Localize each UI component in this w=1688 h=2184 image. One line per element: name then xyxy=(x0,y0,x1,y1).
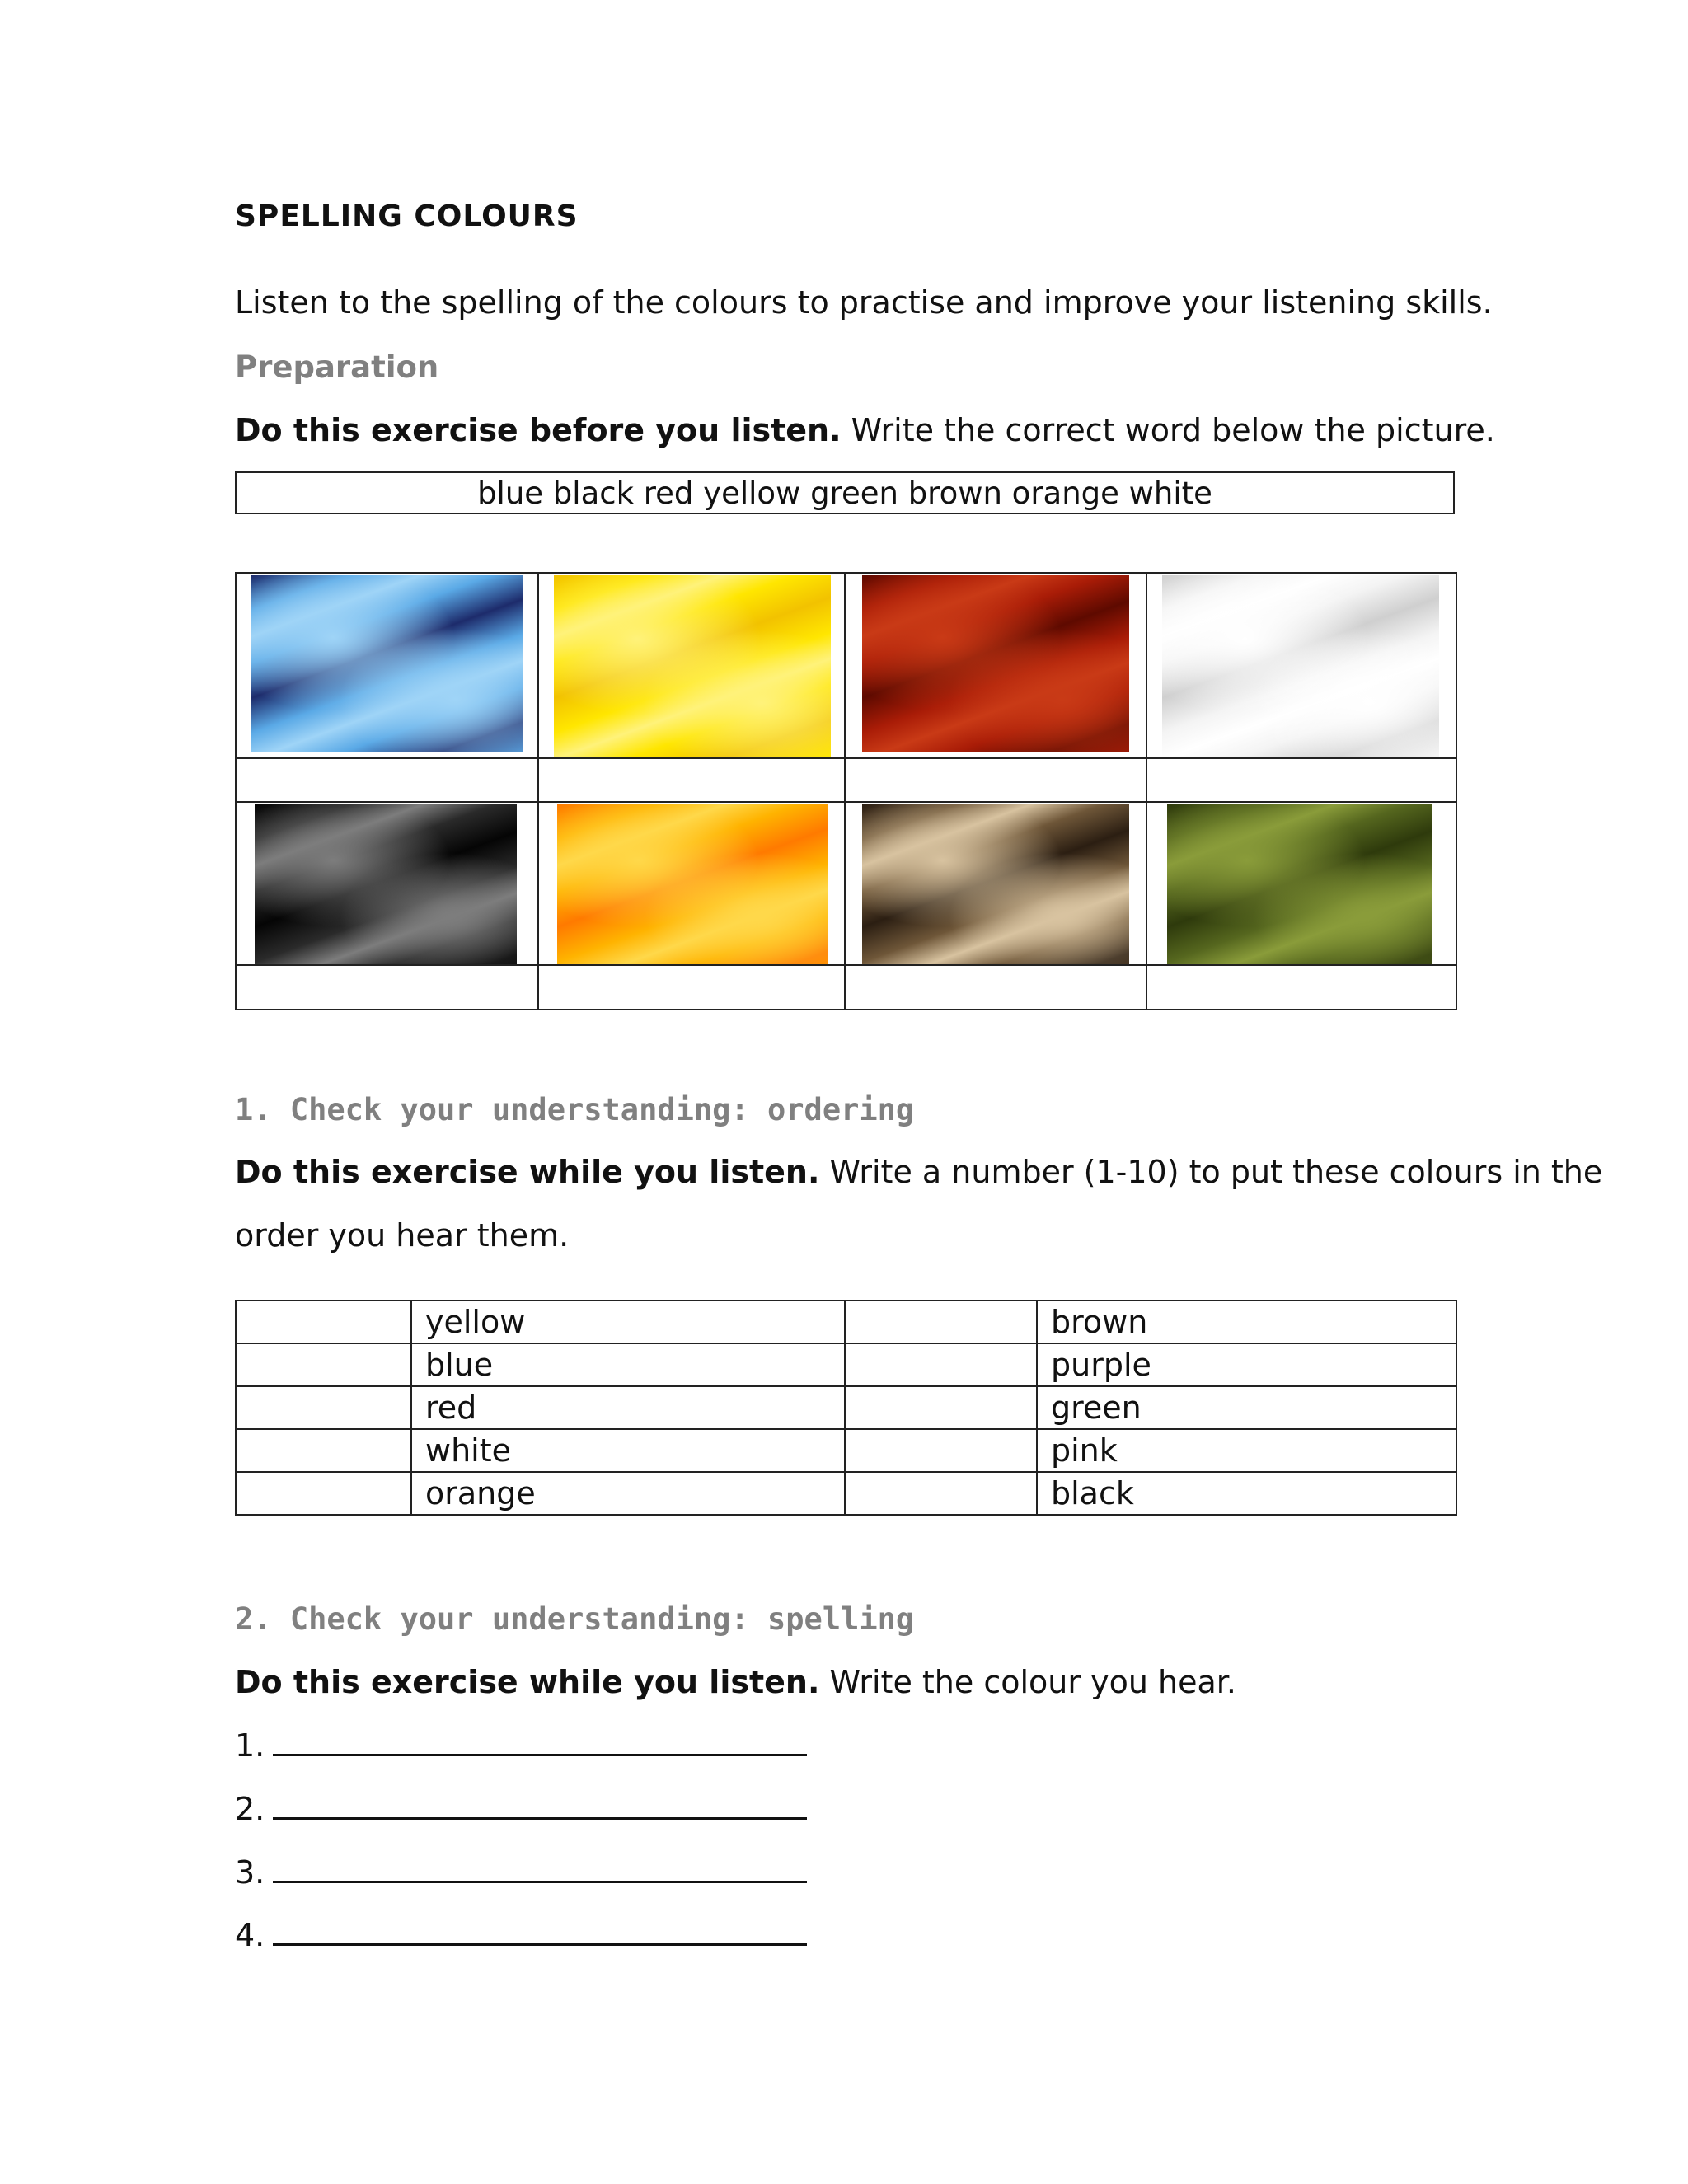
preparation-heading: Preparation xyxy=(235,349,439,385)
picture-cell xyxy=(845,573,1146,758)
answer-blank[interactable] xyxy=(273,1793,807,1820)
section2-instruction-bold: Do this exercise while you listen. xyxy=(235,1664,820,1700)
colour-cell: brown xyxy=(1037,1301,1456,1343)
colour-cell: orange xyxy=(411,1472,845,1515)
table-row xyxy=(236,1429,1456,1472)
colour-cell: yellow xyxy=(411,1301,845,1343)
word-bank: blue black red yellow green brown orange white xyxy=(235,471,1455,514)
answer-cell[interactable] xyxy=(1146,758,1456,802)
green-fabric-image xyxy=(1167,804,1432,964)
answer-cell[interactable] xyxy=(845,758,1146,802)
answer-number: 3. xyxy=(235,1854,265,1891)
answer-cell[interactable] xyxy=(236,965,538,1010)
section2-heading: 2. Check your understanding: spelling xyxy=(235,1601,915,1637)
answer-cell[interactable] xyxy=(538,758,845,802)
colour-cell: pink xyxy=(1037,1429,1456,1472)
answer-line[interactable] xyxy=(235,1727,807,1764)
section2-instruction xyxy=(235,1664,1236,1700)
intro-text: Listen to the spelling of the colours to practise and improve your listening skills. xyxy=(235,284,1493,321)
number-cell[interactable] xyxy=(845,1386,1037,1429)
yellow-fabric-image xyxy=(554,575,831,757)
section1-instruction xyxy=(235,1154,1602,1190)
preparation-instruction-rest: Write the correct word below the picture. xyxy=(851,412,1495,448)
red-fabric-image xyxy=(862,575,1129,752)
answer-blank[interactable] xyxy=(273,1729,807,1756)
number-cell[interactable] xyxy=(845,1301,1037,1343)
picture-cell xyxy=(1146,573,1456,758)
number-cell[interactable] xyxy=(236,1343,411,1386)
section1-instruction-rest: Write a number (1-10) to put these colours in the xyxy=(829,1154,1603,1190)
orange-fabric-image xyxy=(557,804,828,964)
answer-cell[interactable] xyxy=(538,965,845,1010)
table-row xyxy=(236,1472,1456,1515)
picture-cell xyxy=(845,802,1146,965)
page-title: SPELLING COLOURS xyxy=(235,199,579,233)
answer-cell[interactable] xyxy=(1146,965,1456,1010)
answer-blank[interactable] xyxy=(273,1856,807,1883)
colour-cell: black xyxy=(1037,1472,1456,1515)
answer-number: 2. xyxy=(235,1791,265,1827)
colour-cell: white xyxy=(411,1429,845,1472)
colour-cell: blue xyxy=(411,1343,845,1386)
answer-blank[interactable] xyxy=(273,1919,807,1946)
number-cell[interactable] xyxy=(845,1429,1037,1472)
section1-heading: 1. Check your understanding: ordering xyxy=(235,1092,915,1127)
section1-instruction-line2: order you hear them. xyxy=(235,1217,570,1254)
table-row xyxy=(236,1343,1456,1386)
answer-line[interactable] xyxy=(235,1854,807,1891)
preparation-instruction-bold: Do this exercise before you listen. xyxy=(235,412,842,448)
table-row xyxy=(236,1386,1456,1429)
answer-cell[interactable] xyxy=(236,758,538,802)
preparation-instruction xyxy=(235,412,1495,448)
number-cell[interactable] xyxy=(845,1472,1037,1515)
number-cell[interactable] xyxy=(236,1386,411,1429)
section2-instruction-rest: Write the colour you hear. xyxy=(829,1664,1236,1700)
ordering-table xyxy=(235,1300,1457,1516)
brown-fabric-image xyxy=(862,804,1129,964)
section1-instruction-bold: Do this exercise while you listen. xyxy=(235,1154,820,1190)
picture-cell xyxy=(538,573,845,758)
picture-cell xyxy=(1146,802,1456,965)
black-fabric-image xyxy=(255,804,517,964)
picture-cell xyxy=(538,802,845,965)
blue-fabric-image xyxy=(251,575,523,752)
answer-line[interactable] xyxy=(235,1791,807,1827)
table-row xyxy=(236,1301,1456,1343)
number-cell[interactable] xyxy=(236,1429,411,1472)
colour-cell: purple xyxy=(1037,1343,1456,1386)
colour-cell: green xyxy=(1037,1386,1456,1429)
number-cell[interactable] xyxy=(845,1343,1037,1386)
picture-cell xyxy=(236,573,538,758)
picture-cell xyxy=(236,802,538,965)
colour-cell: red xyxy=(411,1386,845,1429)
picture-table xyxy=(235,572,1457,1010)
number-cell[interactable] xyxy=(236,1472,411,1515)
answer-number: 1. xyxy=(235,1727,265,1764)
white-fabric-image xyxy=(1162,575,1439,757)
answer-number: 4. xyxy=(235,1917,265,1953)
number-cell[interactable] xyxy=(236,1301,411,1343)
answer-cell[interactable] xyxy=(845,965,1146,1010)
answer-line[interactable] xyxy=(235,1917,807,1953)
